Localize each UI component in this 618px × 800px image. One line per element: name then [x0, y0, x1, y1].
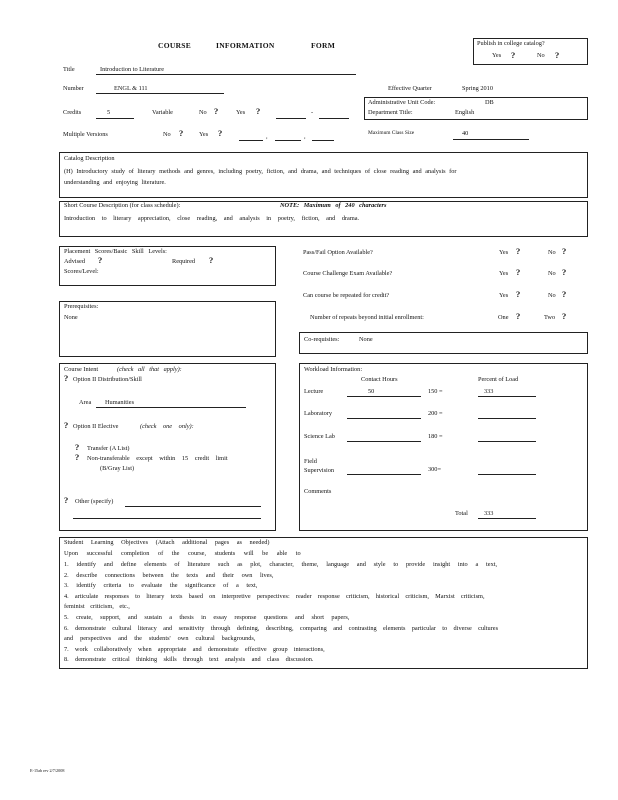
credits-label: Credits [63, 109, 82, 116]
repeat-credit-yes: Yes [499, 292, 509, 299]
total-value[interactable]: 333 [484, 510, 494, 517]
learning-objectives-intro[interactable]: Upon successful completion of the course, students will be able to [64, 550, 301, 557]
other-label: Other (specify) [75, 498, 114, 505]
science-lab-hours-field[interactable] [347, 441, 421, 442]
multiple-versions-no-checkbox[interactable]: ? [179, 128, 184, 138]
pass-fail-no-checkbox[interactable]: ? [562, 246, 567, 256]
credits-variable-no: No [199, 109, 207, 116]
option-elective-checkbox[interactable]: ? [64, 420, 69, 430]
department-value[interactable]: English [455, 109, 475, 116]
learning-objective-item[interactable]: 6. demonstrate cultural literacy and sensitivity through defining, describing, comparing and contrasting elements particular to diverse cultures [64, 624, 499, 632]
other-field[interactable] [125, 506, 261, 507]
catalog-description-line-2[interactable]: understanding and enjoying literature. [64, 179, 166, 186]
laboratory-label: Laboratory [304, 410, 332, 417]
repeat-credit-no-checkbox[interactable]: ? [562, 289, 567, 299]
title-label: Title [63, 66, 75, 73]
version-field-2[interactable] [275, 140, 301, 141]
learning-objective-item[interactable]: feminist criticism, etc., [64, 603, 130, 611]
prerequisites-label: Prerequisites: [64, 303, 99, 310]
challenge-exam-no-checkbox[interactable]: ? [562, 267, 567, 277]
field-supervision-percent-field[interactable] [478, 474, 536, 475]
area-label: Area [79, 399, 92, 406]
credits-min-field[interactable] [276, 118, 306, 119]
comments-label: Comments [304, 488, 332, 495]
contact-hours-header: Contact Hours [361, 376, 398, 383]
number-value[interactable]: ENGL & 111 [114, 85, 148, 92]
department-label: Department Title: [368, 109, 413, 116]
option-distribution-checkbox[interactable]: ? [64, 373, 69, 383]
short-description-text[interactable]: Introduction to literary appreciation, close reading, and analysis in poetry, fiction, and drama. [64, 215, 360, 222]
max-class-size-label: Maximum Class Size [368, 130, 415, 136]
field-supervision-hours-field[interactable] [347, 474, 421, 475]
total-label: Total [455, 510, 468, 517]
credits-value[interactable]: 5 [107, 109, 111, 116]
credits-max-field[interactable] [319, 118, 349, 119]
non-transferable-label: Non-transferable except within 15 credit limit [87, 455, 228, 462]
repeats-two: Two [544, 314, 556, 321]
option-elective-label: Option II Elective [73, 423, 119, 430]
challenge-exam-no: No [548, 270, 556, 277]
option-elective-check-one: (check one only): [140, 423, 194, 430]
repeats-number-label: Number of repeats beyond initial enrollment: [310, 314, 424, 321]
pass-fail-no: No [548, 249, 556, 256]
learning-objective-item[interactable]: 2. describe connections between the texts and their own lives, [64, 571, 274, 579]
publish-no: No [537, 52, 545, 59]
credits-variable-yes: Yes [236, 109, 246, 116]
credits-variable-no-checkbox[interactable]: ? [214, 106, 219, 116]
challenge-exam-yes: Yes [499, 270, 509, 277]
laboratory-hours-field[interactable] [347, 418, 421, 419]
science-lab-label: Science Lab [304, 433, 335, 440]
short-description-label: Short Course Description (for class schedule): [64, 202, 181, 209]
area-value[interactable]: Humanities [105, 399, 135, 406]
learning-objective-item[interactable]: 4. articulate responses to literary texts based on interpretive perspectives: reader response criticism, historical criticism, Marxist criticism, [64, 592, 485, 600]
title-value[interactable]: Introduction to Literature [100, 66, 164, 73]
science-lab-percent-field[interactable] [478, 441, 536, 442]
credits-dash: - [311, 109, 314, 116]
course-intent-label: Course Intent [64, 366, 99, 373]
publish-yes: Yes [492, 52, 502, 59]
other-checkbox[interactable]: ? [64, 495, 69, 505]
pass-fail-yes-checkbox[interactable]: ? [516, 246, 521, 256]
transfer-checkbox[interactable]: ? [75, 442, 80, 452]
other-field-2[interactable] [73, 518, 261, 519]
short-description-note: NOTE: Maximum of 240 characters [280, 202, 387, 209]
corequisites-label: Co-requisites: [304, 336, 340, 343]
transfer-label: Transfer (A List) [87, 445, 130, 452]
challenge-exam-yes-checkbox[interactable]: ? [516, 267, 521, 277]
repeats-two-checkbox[interactable]: ? [562, 311, 567, 321]
lecture-label: Lecture [304, 388, 324, 395]
science-lab-divisor: 180 = [428, 433, 443, 440]
credits-variable-yes-checkbox[interactable]: ? [256, 106, 261, 116]
course-intent-check-note: (check all that apply): [117, 366, 182, 373]
field-supervision-label: Field Supervision [304, 458, 335, 474]
laboratory-percent-field[interactable] [478, 418, 536, 419]
multiple-versions-yes: Yes [199, 131, 209, 138]
publish-no-checkbox[interactable]: ? [555, 50, 560, 60]
learning-objective-item[interactable]: 1. identify and define elements of literature such as plot, character, theme, language and style to provide insight into a text, [64, 561, 498, 568]
form-footer-code: E-15ab rev 2/7/2008 [30, 768, 65, 773]
challenge-exam-label: Course Challenge Exam Available? [303, 270, 393, 277]
form-title-course: COURSE [158, 41, 192, 50]
laboratory-divisor: 200 = [428, 410, 443, 417]
repeats-one: One [498, 314, 509, 321]
repeats-one-checkbox[interactable]: ? [516, 311, 521, 321]
lecture-percent[interactable]: 333 [484, 388, 494, 395]
lecture-divisor: 150 = [428, 388, 443, 395]
repeat-credit-no: No [548, 292, 556, 299]
catalog-description-label: Catalog Description [64, 155, 115, 162]
effective-quarter-value[interactable]: Spring 2010 [462, 85, 493, 92]
learning-objective-item[interactable]: 7. work collaboratively when appropriate and demonstrate effective group interactions, [64, 645, 325, 653]
pass-fail-yes: Yes [499, 249, 509, 256]
admin-unit-label: Administrative Unit Code: [368, 99, 436, 106]
option-distribution-label: Option II Distribution/Skill [73, 376, 142, 383]
workload-label: Workload Information: [304, 366, 363, 373]
publish-yes-checkbox[interactable]: ? [511, 50, 516, 60]
placement-advised-checkbox[interactable]: ? [98, 255, 103, 265]
version-field-1[interactable] [239, 140, 263, 141]
multiple-versions-yes-checkbox[interactable]: ? [218, 128, 223, 138]
corequisites-box [299, 332, 588, 354]
form-title-form: FORM [311, 41, 336, 50]
learning-objectives-label: Student Learning Objectives (Attach additional pages as needed) [64, 539, 270, 546]
placement-required: Required [172, 258, 196, 265]
field-supervision-divisor: 300= [428, 466, 441, 473]
placement-advised: Advised [64, 258, 85, 265]
effective-quarter-label: Effective Quarter [388, 85, 432, 92]
placement-label: Placement Scores/Basic Skill Levels: [64, 248, 167, 255]
workload-box [299, 363, 588, 531]
pass-fail-label: Pass/Fail Option Available? [303, 249, 373, 256]
corequisites-value[interactable]: None [359, 336, 373, 343]
learning-objective-item[interactable]: 5. create, support, and sustain a thesis in essay response questions and short papers, [64, 614, 350, 621]
non-transferable-checkbox[interactable]: ? [75, 452, 80, 462]
repeat-credit-label: Can course be repeated for credit? [303, 292, 390, 299]
publish-label: Publish in college catalog? [477, 40, 545, 47]
max-class-size-value[interactable]: 40 [462, 130, 469, 137]
credits-variable-label: Variable [152, 109, 173, 116]
learning-objective-item[interactable]: 8. demonstrate critical thinking skills through text analysis and class discussion. [64, 656, 314, 664]
version-field-3[interactable] [312, 140, 334, 141]
learning-objective-item[interactable]: and perspectives and the students' own cultural backgrounds, [64, 635, 256, 643]
catalog-description-line-1[interactable]: (H) Introductory study of literary methods and genres, including poetry, fiction, and drama, and techniques of close reading and analysis for [64, 168, 457, 175]
multiple-versions-no: No [163, 131, 171, 138]
lecture-hours[interactable]: 50 [368, 388, 375, 395]
placement-scores: Scores/Level: [64, 268, 99, 275]
placement-required-checkbox[interactable]: ? [209, 255, 214, 265]
admin-unit-value[interactable]: DB [485, 99, 494, 106]
percent-load-header: Percent of Load [478, 376, 519, 383]
multiple-versions-label: Multiple Versions [63, 131, 108, 138]
number-label: Number [63, 85, 84, 92]
repeat-credit-yes-checkbox[interactable]: ? [516, 289, 521, 299]
learning-objective-item[interactable]: 3. identify criteria to evaluate the significance of a text, [64, 582, 258, 590]
prerequisites-value[interactable]: None [64, 314, 78, 321]
form-title-information: INFORMATION [216, 41, 275, 50]
gray-list-label: (B/Gray List) [100, 465, 135, 472]
